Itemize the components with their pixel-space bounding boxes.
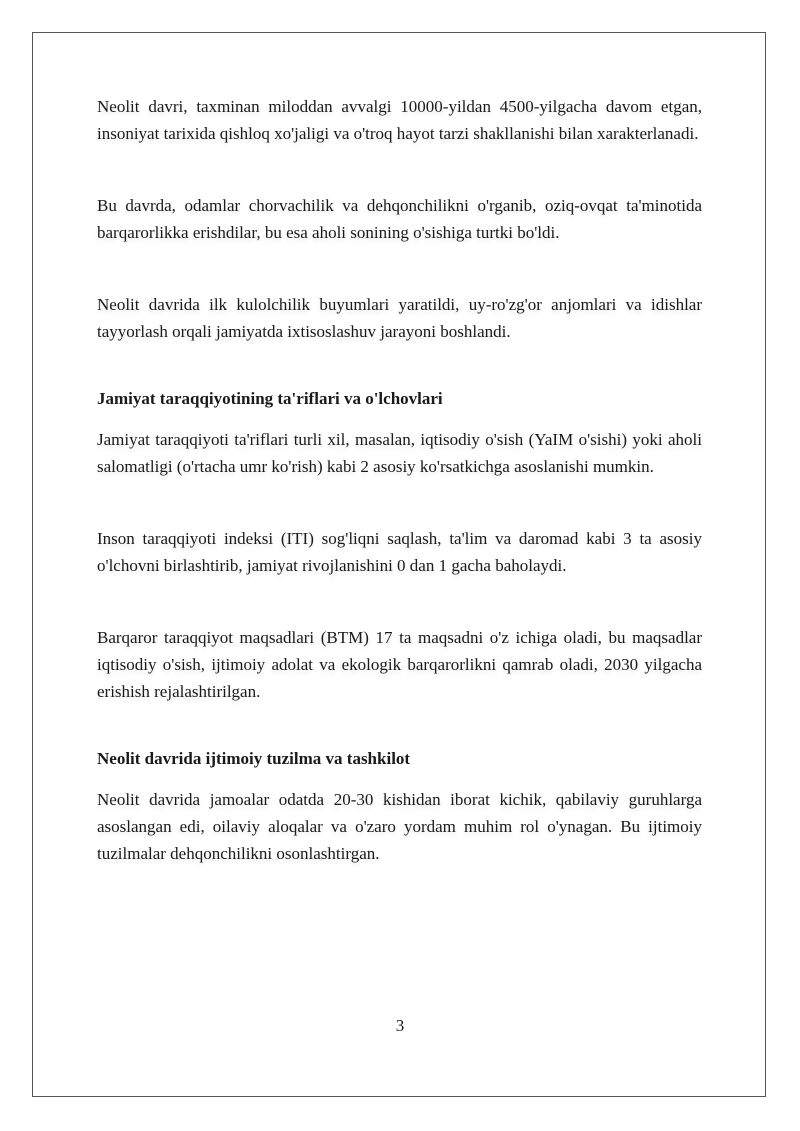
- section-heading-development-definitions: Jamiyat taraqqiyotining ta'riflari va o'lchovlari: [97, 389, 443, 408]
- paragraph-development-definitions: Jamiyat taraqqiyoti ta'riflari turli xil, masalan, iqtisodiy o'sish (YaIM o'sishi) yoki aholi salomatligi (o'rtacha umr ko'rish) kabi 2 asosiy ko'rsatkichga asoslanishi mumkin.: [97, 430, 702, 476]
- paragraph-hdi: Inson taraqqiyoti indeksi (ITI) sog'liqni saqlash, ta'lim va daromad kabi 3 ta asosiy o'lchovni birlashtirib, jamiyat rivojlanishini 0 dan 1 gacha baholaydi.: [97, 529, 702, 575]
- paragraph-social-structure: Neolit davrida jamoalar odatda 20-30 kishidan iborat kichik, qabilaviy guruhlarga asoslangan edi, oilaviy aloqalar va o'zaro yordam muhim rol o'ynagan. Bu ijtimoiy tuzilmalar dehqonchilikni osonlashtirgan.: [97, 790, 702, 863]
- paragraph-agriculture: Bu davrda, odamlar chorvachilik va dehqonchilikni o'rganib, oziq-ovqat ta'minotida barqarorlikka erishdilar, bu esa aholi sonining o'sishiga turtki bo'ldi.: [97, 196, 702, 242]
- paragraph-pottery: Neolit davrida ilk kulolchilik buyumlari yaratildi, uy-ro'zg'or anjomlari va idishlar tayyorlash orqali jamiyatda ixtisoslashuv jarayoni boshlandi.: [97, 295, 702, 341]
- page-number: 3: [395, 1016, 405, 1035]
- paragraph-sdg: Barqaror taraqqiyot maqsadlari (BTM) 17 ta maqsadni o'z ichiga oladi, bu maqsadlar iqtisodiy o'sish, ijtimoiy adolat va ekologik barqarorlikni qamrab oladi, 2030 yilgacha erishish rejalashtirilgan.: [97, 628, 702, 701]
- paragraph-neolithic-intro: Neolit davri, taxminan miloddan avvalgi 10000-yildan 4500-yilgacha davom etgan, insoniyat tarixida qishloq xo'jaligi va o'troq hayot tarzi shakllanishi bilan xarakterlanadi.: [97, 97, 702, 143]
- page-content: [97, 93, 702, 867]
- section-heading-social-structure: Neolit davrida ijtimoiy tuzilma va tashkilot: [97, 749, 411, 768]
